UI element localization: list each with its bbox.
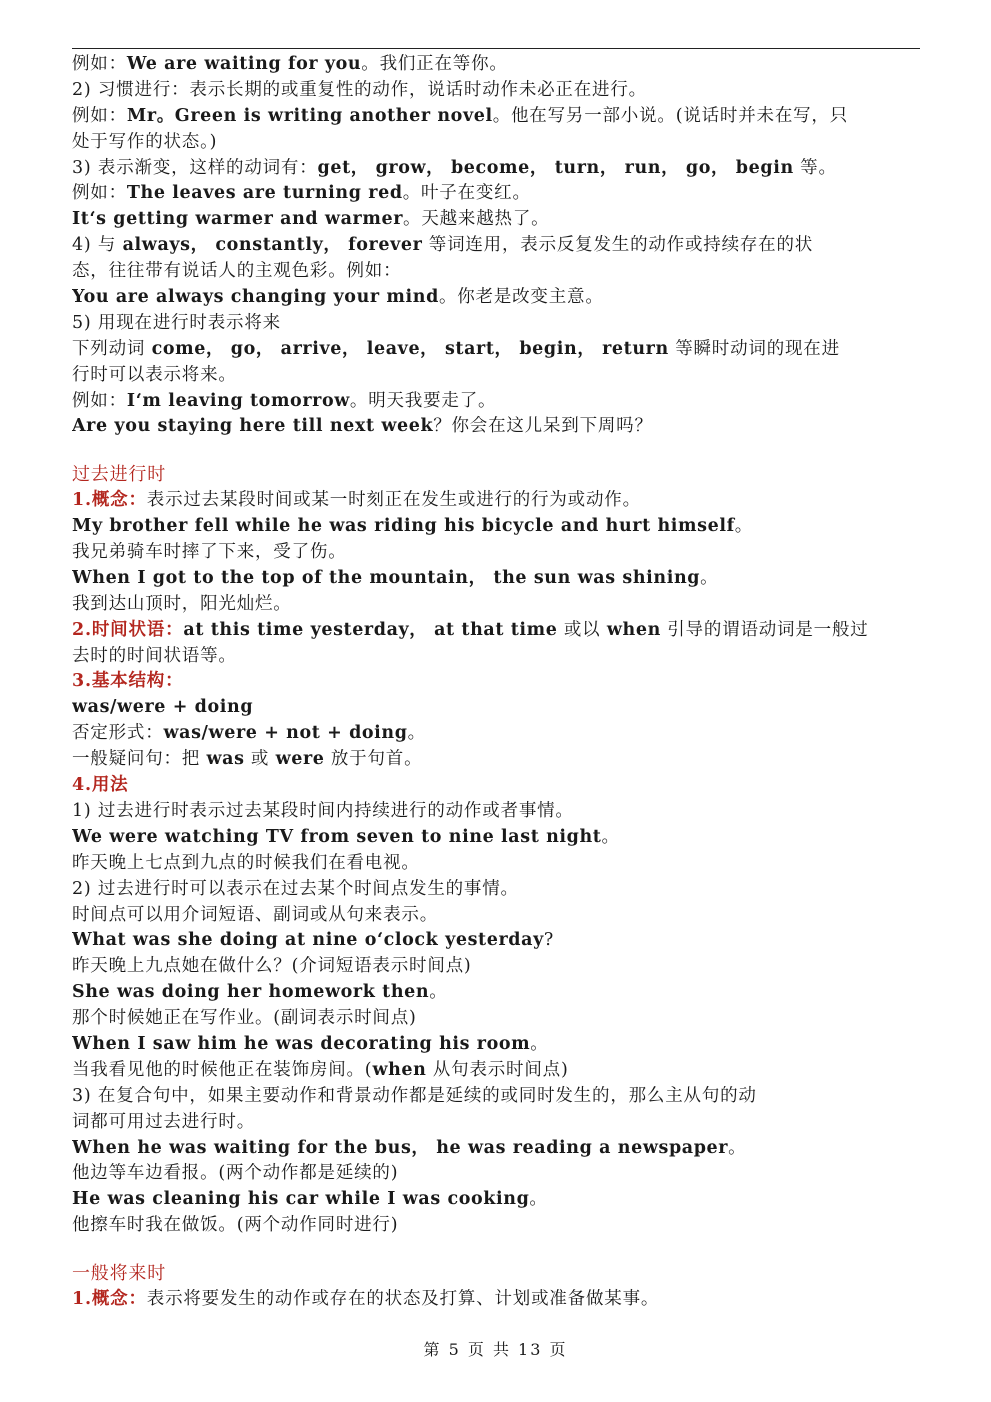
text-en: When he was waiting for the bus， he was reading a newspaper: [72, 1137, 729, 1158]
text-line: [72, 799, 920, 825]
text-cn: 我到达山顶时，阳光灿烂。: [72, 593, 292, 614]
text-en: were: [275, 749, 325, 770]
text-cn: 去时的时间状语等。: [72, 645, 237, 666]
page-content: [72, 52, 920, 1313]
text-cn: ？你会在这儿呆到下周吗？: [433, 416, 653, 437]
text-line: [72, 618, 920, 644]
text-line: [72, 1213, 920, 1239]
text-en: He was cleaning his car while I was cooking: [72, 1189, 530, 1210]
text-cn: 。明天我要走了。: [349, 390, 497, 411]
text-line: [72, 389, 920, 415]
label-red: 1.概念：: [72, 490, 147, 511]
text-line: [72, 566, 920, 592]
text-cn: 。我们正在等你。: [361, 54, 508, 74]
text-cn: 那个时候她正在写作业。(副词表示时间点): [72, 1008, 417, 1029]
text-cn: 。: [407, 723, 426, 744]
text-cn: 5) 用现在进行时表示将来: [72, 312, 281, 333]
text-cn: 例如：: [72, 54, 127, 74]
section-gap: [72, 440, 920, 462]
text-cn: 他边等车边看报。(两个动作都是延续的): [72, 1163, 399, 1184]
text-cn: 3) 表示渐变，这样的动词有：: [72, 157, 318, 178]
text-cn: 或: [244, 749, 276, 770]
text-cn: 。他在写另一部小说。(说话时并未在写，只: [492, 105, 849, 126]
text-line: [72, 540, 920, 566]
text-line: [72, 721, 920, 747]
text-cn: 等词连用，表示反复发生的动作或持续存在的状: [422, 235, 814, 256]
text-cn: 表示过去某段时间或某一时刻正在发生或进行的行为或动作。: [146, 490, 641, 511]
text-line: [72, 311, 920, 337]
text-line: [72, 181, 920, 207]
text-en: I‘m leaving tomorrow: [126, 390, 350, 411]
text-line: [72, 414, 920, 440]
text-cn: 1) 过去进行时表示过去某段时间内持续进行的动作或者事情。: [72, 800, 574, 821]
text-en: when: [372, 1059, 427, 1080]
text-line: [72, 1110, 920, 1136]
text-line: [72, 825, 920, 851]
text-line: [72, 233, 920, 259]
section-heading-simple-future: 一般将来时: [72, 1263, 166, 1285]
text-cn: 。: [429, 982, 448, 1003]
label-red: 4.用法: [72, 775, 129, 796]
text-line: [72, 130, 920, 156]
text-en: We are waiting for you: [126, 54, 362, 74]
text-line: [72, 644, 920, 670]
text-cn: 或以: [557, 619, 607, 640]
text-cn: 词都可用过去进行时。: [72, 1111, 255, 1132]
text-cn: 。: [529, 1189, 548, 1210]
text-cn: 下列动词: [72, 338, 152, 359]
text-cn: ?: [543, 930, 555, 951]
text-line: [72, 1006, 920, 1032]
text-cn: 。: [530, 1033, 549, 1054]
text-cn: 处于写作的状态。): [72, 131, 218, 152]
text-en: get， grow， become， turn， run， go， begin: [317, 157, 794, 178]
text-line: [72, 1161, 920, 1187]
text-line: [72, 156, 920, 182]
text-cn: 表示将要发生的动作或存在的状态及打算、计划或准备做某事。: [146, 1288, 660, 1309]
text-cn: 例如：: [72, 105, 127, 126]
section-gap: [72, 1239, 920, 1261]
label-red: 1.概念：: [72, 1288, 147, 1309]
text-cn: 从句表示时间点): [426, 1059, 569, 1080]
text-line: [72, 773, 920, 799]
text-en: The leaves are turning red: [126, 183, 403, 204]
text-line: [72, 52, 920, 78]
text-cn: 例如：: [72, 183, 127, 204]
text-en: was/were + doing: [72, 697, 254, 718]
text-cn: 我兄弟骑车时摔了下来，受了伤。: [72, 542, 347, 563]
text-line: [72, 669, 920, 695]
text-line: [72, 1187, 920, 1213]
text-line: [72, 747, 920, 773]
text-en: was/were + not + doing: [163, 723, 408, 744]
text-cn: 2) 过去进行时可以表示在过去某个时间点发生的事情。: [72, 878, 519, 899]
text-line: [72, 104, 920, 130]
text-en: was: [206, 749, 245, 770]
text-line: [72, 903, 920, 929]
text-line: [72, 877, 920, 903]
text-cn: 放于句首。: [324, 749, 423, 770]
text-line: [72, 1136, 920, 1162]
section-heading-past-progressive: 过去进行时: [72, 464, 166, 486]
text-en: We were watching TV from seven to nine last night: [72, 826, 602, 847]
text-en: When I got to the top of the mountain， the sun was shining: [72, 567, 701, 588]
text-line: [72, 207, 920, 233]
text-cn: 。叶子在变红。: [402, 183, 531, 204]
text-cn: 。: [728, 1137, 747, 1158]
text-cn: 。: [734, 516, 754, 537]
page-number-footer: 第 5 页 共 13 页: [423, 1340, 568, 1359]
text-cn: 行时可以表示将来。: [72, 364, 237, 385]
text-cn: 。: [700, 567, 719, 588]
text-cn: 一般疑问句：把: [72, 749, 207, 770]
text-cn: 昨天晚上七点到九点的时候我们在看电视。: [72, 852, 420, 873]
text-line: [72, 363, 920, 389]
text-cn: 。: [601, 826, 620, 847]
text-cn: 等瞬时动词的现在进: [668, 338, 840, 359]
text-line: [72, 1058, 920, 1084]
text-line: [72, 1287, 920, 1313]
text-line: [72, 851, 920, 877]
text-cn: 引导的谓语动词是一般过: [660, 619, 869, 640]
text-en: always， constantly， forever: [122, 235, 423, 256]
text-en: Mr。Green is writing another novel: [126, 105, 493, 126]
text-line: [72, 337, 920, 363]
text-line: [72, 928, 920, 954]
text-cn: 例如：: [72, 390, 127, 411]
text-cn: 。你老是改变主意。: [438, 287, 604, 308]
text-line: [72, 592, 920, 618]
text-cn: 态，往往带有说话人的主观色彩。例如：: [72, 261, 402, 282]
text-line: [72, 695, 920, 721]
text-line: [72, 78, 920, 104]
text-cn: 当我看见他的时候他正在装饰房间。(: [72, 1059, 373, 1080]
text-en: You are always changing your mind: [72, 287, 439, 308]
label-red: 2.时间状语：: [72, 619, 184, 640]
text-cn: 时间点可以用介词短语、副词或从句来表示。: [72, 904, 438, 925]
text-line: [72, 259, 920, 285]
text-cn: 昨天晚上九点她在做什么？(介词短语表示时间点): [72, 956, 472, 977]
text-cn: 。天越来越热了。: [403, 209, 550, 230]
text-line: [72, 285, 920, 311]
text-en: at this time yesterday， at that time: [183, 619, 558, 640]
text-line: [72, 514, 920, 540]
text-en: She was doing her homework then: [72, 982, 430, 1003]
text-en: When I saw him he was decorating his room: [72, 1033, 531, 1054]
label-red: 3.基本结构：: [72, 671, 184, 692]
text-line: [72, 488, 920, 514]
text-cn: 2) 习惯进行：表示长期的或重复性的动作，说话时动作未必正在进行。: [72, 79, 647, 100]
text-cn: 4) 与: [72, 235, 123, 256]
top-rule: [72, 48, 920, 49]
text-cn: 他擦车时我在做饭。(两个动作同时进行): [72, 1215, 399, 1236]
text-cn: 等。: [793, 157, 837, 178]
text-en: It‘s getting warmer and warmer: [72, 209, 404, 230]
text-en: when: [606, 619, 661, 640]
text-line: [72, 1084, 920, 1110]
text-line: [72, 980, 920, 1006]
text-en: Are you staying here till next week: [72, 416, 434, 437]
text-en: My brother fell while he was riding his bicycle and hurt himself: [72, 516, 735, 537]
text-cn: 3) 在复合句中，如果主要动作和背景动作都是延续的或同时发生的，那么主从句的动: [72, 1085, 757, 1106]
text-en: What was she doing at nine o‘clock yesterday: [72, 930, 544, 951]
text-en: come， go， arrive， leave， start， begin， return: [151, 338, 669, 359]
text-line: [72, 954, 920, 980]
text-cn: 否定形式：: [72, 723, 164, 744]
text-line: [72, 1032, 920, 1058]
